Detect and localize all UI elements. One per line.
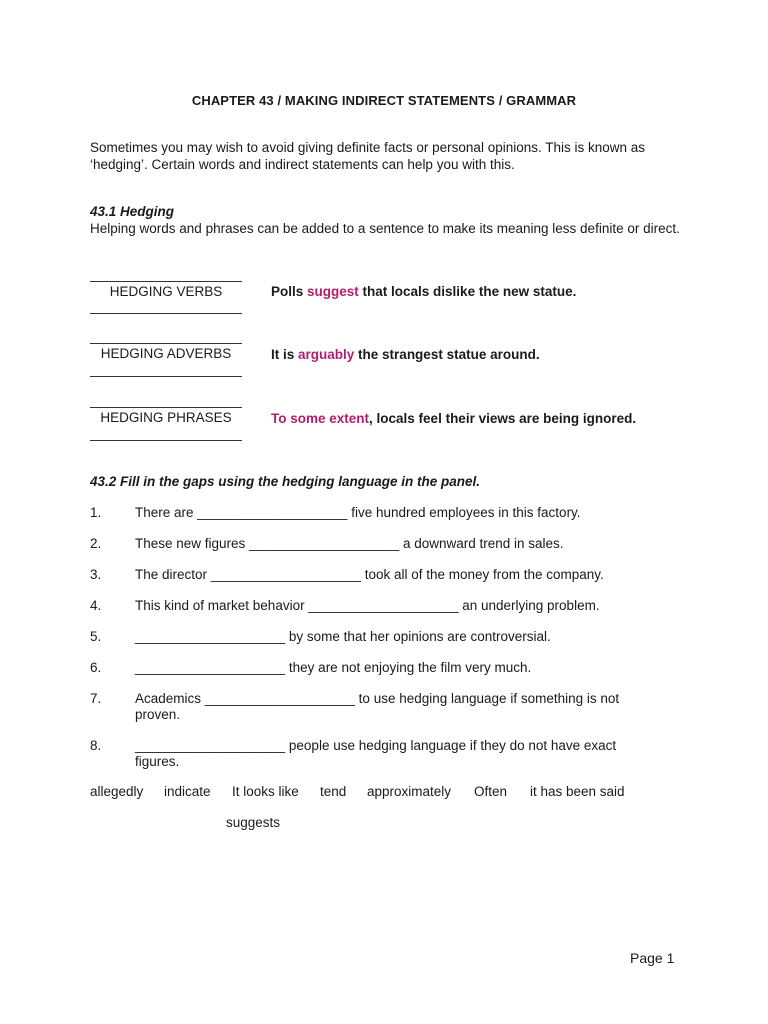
word-bank-item: indicate [164, 784, 211, 799]
hedging-verbs-label: HEDGING VERBS [109, 284, 223, 299]
word-bank-item: It looks like [232, 784, 299, 799]
question-text: This kind of market behavior ____________________ an underlying problem. [135, 598, 600, 613]
hedging-verbs-example [271, 284, 576, 299]
page-number: Page 1 [630, 950, 675, 966]
divider-rule [90, 281, 242, 282]
question-text: Academics ____________________ to use hedging language if something is not proven. [135, 691, 620, 722]
question-text: ____________________ they are not enjoying the film very much. [135, 660, 532, 675]
question-number: 7. [90, 691, 102, 706]
example-text: that locals dislike the new statue. [358, 284, 577, 299]
divider-rule [90, 343, 242, 344]
question-number: 8. [90, 738, 102, 753]
divider-rule [90, 407, 242, 408]
word-bank-item: tend [320, 784, 347, 799]
example-text: , locals feel their views are being ignored. [369, 411, 637, 426]
example-highlight: arguably [298, 347, 355, 362]
hedging-adverbs-label: HEDGING ADVERBS [100, 346, 232, 361]
question-text: These new figures ____________________ a downward trend in sales. [135, 536, 564, 551]
section-heading-fill-gaps: 43.2 Fill in the gaps using the hedging language in the panel. [90, 474, 481, 489]
example-highlight: To some extent [271, 411, 370, 426]
question-text: ____________________ people use hedging language if they do not have exact figures. [135, 738, 617, 769]
word-bank-item: suggests [226, 815, 281, 830]
question-number: 5. [90, 629, 102, 644]
section-hedging-text: Helping words and phrases can be added to a sentence to make its meaning less definite or direct. [90, 221, 680, 236]
divider-rule [90, 440, 242, 441]
divider-rule [90, 376, 242, 377]
question-text: There are ____________________ five hundred employees in this factory. [135, 505, 581, 520]
hedging-phrases-label: HEDGING PHRASES [100, 410, 232, 425]
question-number: 2. [90, 536, 102, 551]
intro-paragraph: Sometimes you may wish to avoid giving definite facts or personal opinions. This is known as ‘hedging’. Certain words and indirect statements can help you with this. [90, 140, 646, 172]
hedging-adverbs-example [271, 347, 540, 362]
word-bank-item: it has been said [530, 784, 625, 799]
word-bank-item: allegedly [90, 784, 144, 799]
example-text: the strangest statue around. [354, 347, 540, 362]
question-number: 4. [90, 598, 102, 613]
example-text: It is [271, 347, 299, 362]
question-text: The director ____________________ took all of the money from the company. [135, 567, 604, 582]
question-number: 6. [90, 660, 102, 675]
example-highlight: suggest [307, 284, 359, 299]
question-number: 1. [90, 505, 102, 520]
example-text: Polls [271, 284, 308, 299]
question-text: ____________________ by some that her opinions are controversial. [135, 629, 551, 644]
section-heading-hedging: 43.1 Hedging [90, 204, 175, 219]
page-title: CHAPTER 43 / MAKING INDIRECT STATEMENTS / GRAMMAR [191, 93, 577, 108]
divider-rule [90, 313, 242, 314]
hedging-phrases-example [271, 411, 636, 426]
question-number: 3. [90, 567, 102, 582]
word-bank-item: approximately [367, 784, 452, 799]
word-bank-item: Often [474, 784, 508, 799]
